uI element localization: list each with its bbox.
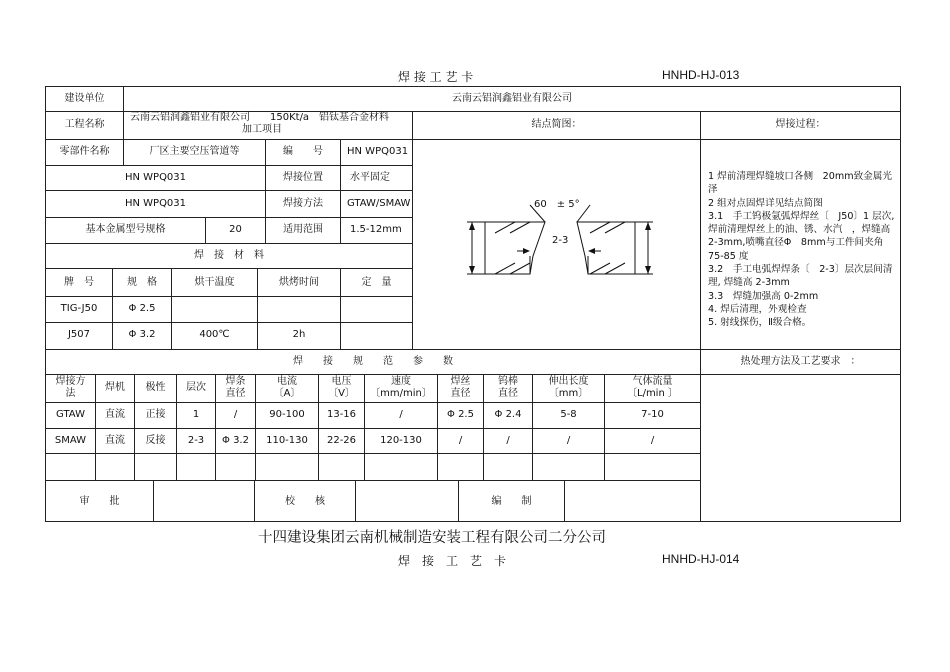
range-value: 1.5-12mm [350,224,402,235]
number-label: 编 号 [283,146,323,157]
next-card-title: 焊 接 工 艺 卡 [398,554,507,568]
root-gap-label: 2-3 [552,235,569,246]
diagram-label: 结点简图： [531,119,582,130]
project-label: 工程名称 [64,119,105,130]
param-header-speed: 速度 〔mm/min〕 [370,376,432,399]
param-header-layer: 层次 [186,382,206,393]
param-header-rod-dia: 焊条 直径 [225,376,246,399]
param-header-voltage: 电压 〔V〕 [328,376,355,399]
base-value: 20 [229,224,242,235]
method-value: GTAW/SMAW [347,198,411,209]
list-item: 1 焊前清理焊缝坡口各侧 20mm致金属光泽 [708,171,892,196]
review-label: 审 批 [79,496,120,507]
param-header-polarity: 极性 [145,382,166,393]
table-row: Φ 2.5 [128,303,156,314]
param-header-welder: 焊机 [105,382,125,393]
card-code: HNHD-HJ-013 [662,68,740,82]
table-row: J507 [67,329,91,340]
edit-label: 编 制 [491,496,532,507]
process-steps [708,170,900,330]
params-title: 焊 接 规 范 参 数 [293,356,453,367]
company-name: 十四建设集团云南机械制造安装工程有限公司二分公司 [258,530,606,546]
row4-left: HN WPQ031 [124,198,187,209]
param-header-current: 电流 〔A〕 [273,376,301,399]
list-item: 3.1 手工钨极氩弧焊焊丝〔 J50〕1 层次, 焊前清理焊丝上的油、锈、水汽 ，焊缝高 2-3mm,喷嘴直径Φ 8mm与工件间夹角 75-85 度 [708,210,895,262]
method-label: 焊接方法 [283,198,323,209]
mat-header-dry-temp: 烘干温度 [194,277,235,288]
mat-header-spec: 规 格 [127,277,157,288]
list-item: 3.3 焊缝加强高 0-2mm [708,290,819,302]
next-card-code: HNHD-HJ-014 [662,552,740,566]
position-label: 焊接位置 [283,172,323,183]
card-title: 焊 接 工 艺 卡 [398,70,474,84]
process-label: 焊接过程： [775,119,826,130]
mat-header-brand: 牌 号 [64,277,94,288]
list-item: 2 组对点固焊详见结点简图 [708,197,823,209]
list-item: 5. 射线探伤，Ⅱ级合格。 [708,317,812,329]
position-value: 水平固定 [350,172,390,183]
param-header-method: 焊接方 法 [55,376,86,399]
range-label: 适用范围 [283,224,323,235]
part-label: 零部件名称 [59,146,110,157]
param-header-wire-dia: 焊丝 直径 [450,376,471,399]
table-row: TIG-J50 [60,303,98,314]
check-label: 校 核 [285,496,325,507]
list-item: 4. 焊后清理，外观检查 [708,303,807,315]
mat-header-bake-time: 烘烤时间 [279,277,319,288]
table-row: Φ 3.2 [128,329,156,340]
row3-left: HN WPQ031 [124,172,187,183]
number-value: HN WPQ031 [347,146,409,157]
groove-angle-label: 60 ± 5° [534,199,580,210]
heat-treatment-title: 热处理方法及工艺要求 ： [740,356,861,367]
part-value: 厂区主要空压管道等 [149,146,240,157]
mat-header-quantity: 定 量 [361,277,392,288]
param-header-tungsten-dia: 钨棒 直径 [498,376,518,399]
material-title: 焊 接 材 料 [194,250,264,261]
table-row: 400℃ [199,329,230,340]
unit-value: 云南云铝润鑫铝业有限公司 [452,93,572,104]
project-value: 云南云铝润鑫铝业有限公司 150Kt/a 铝钛基合金材料 加工项目 [130,112,390,135]
param-header-gas-flow: 气体流量 〔L/min 〕 [627,376,678,399]
list-item: 3.2 手工电弧焊焊条〔 2-3〕层次层间清理, 焊缝高 2-3mm [708,264,893,289]
base-label: 基本金属型号规格 [85,224,166,235]
param-header-stickout: 伸出长度 〔mm〕 [548,376,589,399]
table-row: 2h [292,329,306,340]
unit-label: 建设单位 [64,93,105,104]
